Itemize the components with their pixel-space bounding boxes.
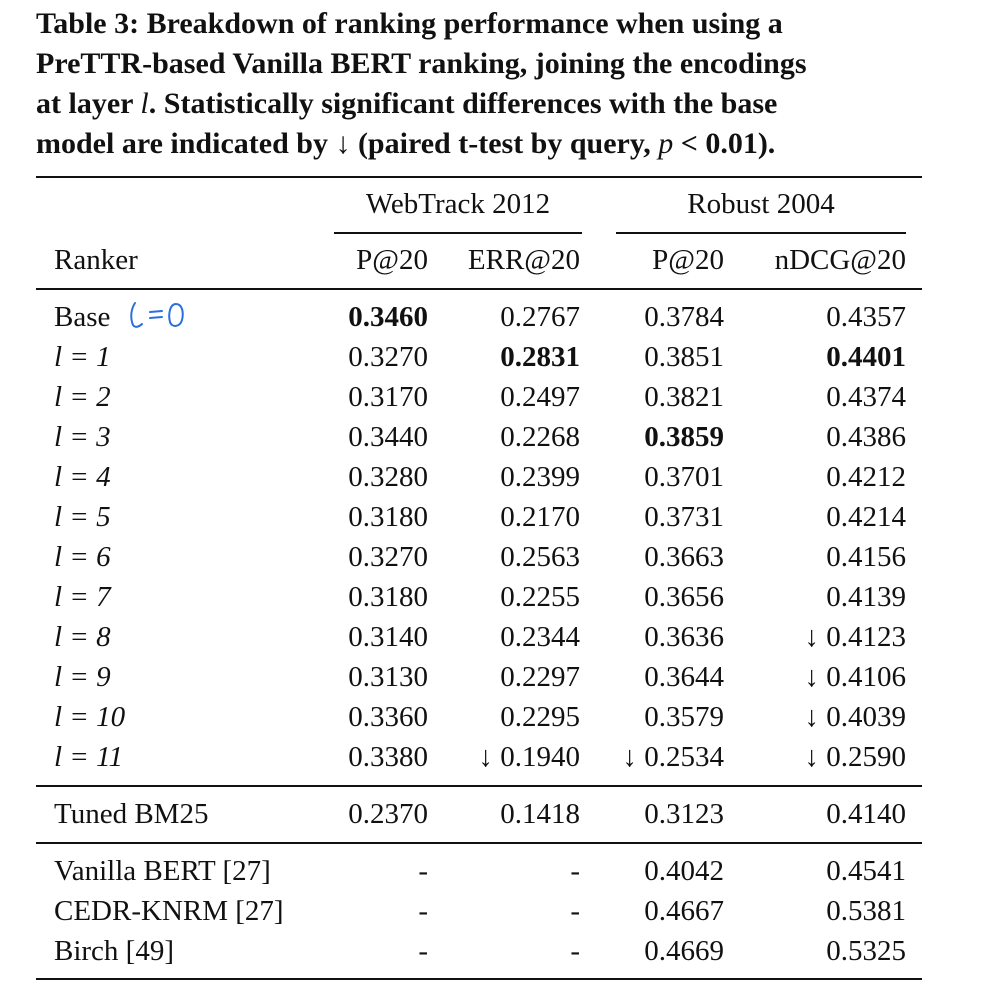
table-cell: 0.3636 bbox=[644, 621, 724, 653]
table-cell: ↓ 0.2534 bbox=[622, 741, 724, 773]
table-cell: 0.4541 bbox=[826, 855, 906, 887]
table-cell: 0.2295 bbox=[500, 701, 580, 733]
table-cell: ↓ 0.4106 bbox=[804, 661, 906, 693]
table-cell: - bbox=[570, 855, 580, 887]
table-cell: 0.3380 bbox=[348, 741, 428, 773]
table-cell: 0.4667 bbox=[644, 895, 724, 927]
table-cell: 0.4156 bbox=[826, 541, 906, 573]
top-rule bbox=[36, 176, 922, 178]
row-label: l = 7 bbox=[54, 581, 111, 613]
table-cell: 0.3460 bbox=[348, 301, 428, 333]
group-header-webtrack: WebTrack 2012 bbox=[365, 188, 551, 220]
table-cell: - bbox=[418, 855, 428, 887]
row-label: Vanilla BERT [27] bbox=[54, 855, 271, 887]
row-label: l = 1 bbox=[54, 341, 111, 373]
table-cell: 0.2370 bbox=[348, 798, 428, 830]
column-header-webtrack-err20: ERR@20 bbox=[467, 244, 580, 276]
table-cell: 0.4139 bbox=[826, 581, 906, 613]
bm25-bottom-rule bbox=[36, 842, 922, 844]
table-cell: 0.1418 bbox=[500, 798, 580, 830]
table-cell: 0.4401 bbox=[826, 341, 906, 373]
table-cell: 0.3180 bbox=[348, 581, 428, 613]
row-label: Base bbox=[54, 301, 111, 333]
table-cell: 0.2297 bbox=[500, 661, 580, 693]
row-label: l = 9 bbox=[54, 661, 111, 693]
handwritten-stroke-icon bbox=[131, 303, 182, 327]
group-header-robust: Robust 2004 bbox=[687, 188, 835, 220]
table-cell: 0.3859 bbox=[644, 421, 724, 453]
column-header-webtrack-p20: P@20 bbox=[356, 244, 428, 276]
table-cell: - bbox=[418, 935, 428, 967]
table-cell: 0.3280 bbox=[348, 461, 428, 493]
table-cell: 0.3270 bbox=[348, 341, 428, 373]
table-cell: ↓ 0.4123 bbox=[804, 621, 906, 653]
table-cell: 0.2255 bbox=[500, 581, 580, 613]
table-cell: 0.4042 bbox=[644, 855, 724, 887]
table-cell: 0.3821 bbox=[644, 381, 724, 413]
bottom-rule bbox=[36, 978, 922, 980]
row-label: l = 6 bbox=[54, 541, 111, 573]
table-cell: 0.3140 bbox=[348, 621, 428, 653]
table-cell: 0.3731 bbox=[644, 501, 724, 533]
table-cell: ↓ 0.4039 bbox=[804, 701, 906, 733]
caption-line-1: Table 3: Breakdown of ranking performance when using a bbox=[36, 7, 783, 40]
table-cell: 0.3360 bbox=[348, 701, 428, 733]
table-cell: 0.2767 bbox=[500, 301, 580, 333]
row-label: CEDR-KNRM [27] bbox=[54, 895, 284, 927]
caption-line-4: model are indicated by ↓ (paired t-test by query, p < 0.01). bbox=[36, 127, 776, 160]
table-cell: 0.3579 bbox=[644, 701, 724, 733]
table-cell: 0.3663 bbox=[644, 541, 724, 573]
table-cell: - bbox=[418, 895, 428, 927]
row-label: l = 2 bbox=[54, 381, 111, 413]
row-label: l = 10 bbox=[54, 701, 126, 733]
table-cell: 0.3270 bbox=[348, 541, 428, 573]
table-cell: 0.3123 bbox=[644, 798, 724, 830]
row-label: l = 3 bbox=[54, 421, 111, 453]
table-cell: 0.5325 bbox=[826, 935, 906, 967]
table-cell: 0.4669 bbox=[644, 935, 724, 967]
row-label: Birch [49] bbox=[54, 935, 174, 967]
table-cell: 0.2268 bbox=[500, 421, 580, 453]
row-label: l = 11 bbox=[54, 741, 123, 773]
table-cell: 0.3701 bbox=[644, 461, 724, 493]
table-cell: - bbox=[570, 935, 580, 967]
table-cell: 0.3170 bbox=[348, 381, 428, 413]
handwritten-annotation bbox=[126, 300, 190, 330]
row-label: Tuned BM25 bbox=[54, 798, 209, 830]
column-header-robust-p20: P@20 bbox=[652, 244, 724, 276]
table-caption bbox=[36, 4, 936, 164]
table-cell: ↓ 0.1940 bbox=[478, 741, 580, 773]
table-cell: 0.4140 bbox=[826, 798, 906, 830]
column-header-robust-ndcg20: nDCG@20 bbox=[774, 244, 906, 276]
column-header-ranker: Ranker bbox=[54, 244, 138, 276]
table-cell: 0.3440 bbox=[348, 421, 428, 453]
table-cell: 0.4374 bbox=[826, 381, 906, 413]
row-label: l = 5 bbox=[54, 501, 111, 533]
row-label: l = 8 bbox=[54, 621, 111, 653]
table-cell: 0.4214 bbox=[826, 501, 906, 533]
table-cell: 0.2344 bbox=[500, 621, 580, 653]
table-cell: 0.3130 bbox=[348, 661, 428, 693]
table-cell: - bbox=[570, 895, 580, 927]
robust-group-rule bbox=[616, 232, 906, 234]
table-cell: 0.2399 bbox=[500, 461, 580, 493]
table-cell: 0.3851 bbox=[644, 341, 724, 373]
table-cell: 0.2170 bbox=[500, 501, 580, 533]
row-label: l = 4 bbox=[54, 461, 111, 493]
table-cell: 0.4212 bbox=[826, 461, 906, 493]
table-cell: 0.4357 bbox=[826, 301, 906, 333]
table-cell: ↓ 0.2590 bbox=[804, 741, 906, 773]
table-cell: 0.2563 bbox=[500, 541, 580, 573]
table-cell: 0.2831 bbox=[500, 341, 580, 373]
table-cell: 0.2497 bbox=[500, 381, 580, 413]
header-rule bbox=[36, 288, 922, 290]
table-cell: 0.3644 bbox=[644, 661, 724, 693]
caption-line-3: at layer l. Statistically significant differences with the base bbox=[36, 87, 778, 120]
caption-line-2: PreTTR-based Vanilla BERT ranking, joining the encodings bbox=[36, 47, 807, 80]
table-cell: 0.3784 bbox=[644, 301, 724, 333]
webtrack-group-rule bbox=[334, 232, 582, 234]
table-cell: 0.4386 bbox=[826, 421, 906, 453]
bm25-top-rule bbox=[36, 785, 922, 787]
table-cell: 0.5381 bbox=[826, 895, 906, 927]
table-cell: 0.3180 bbox=[348, 501, 428, 533]
table-cell: 0.3656 bbox=[644, 581, 724, 613]
